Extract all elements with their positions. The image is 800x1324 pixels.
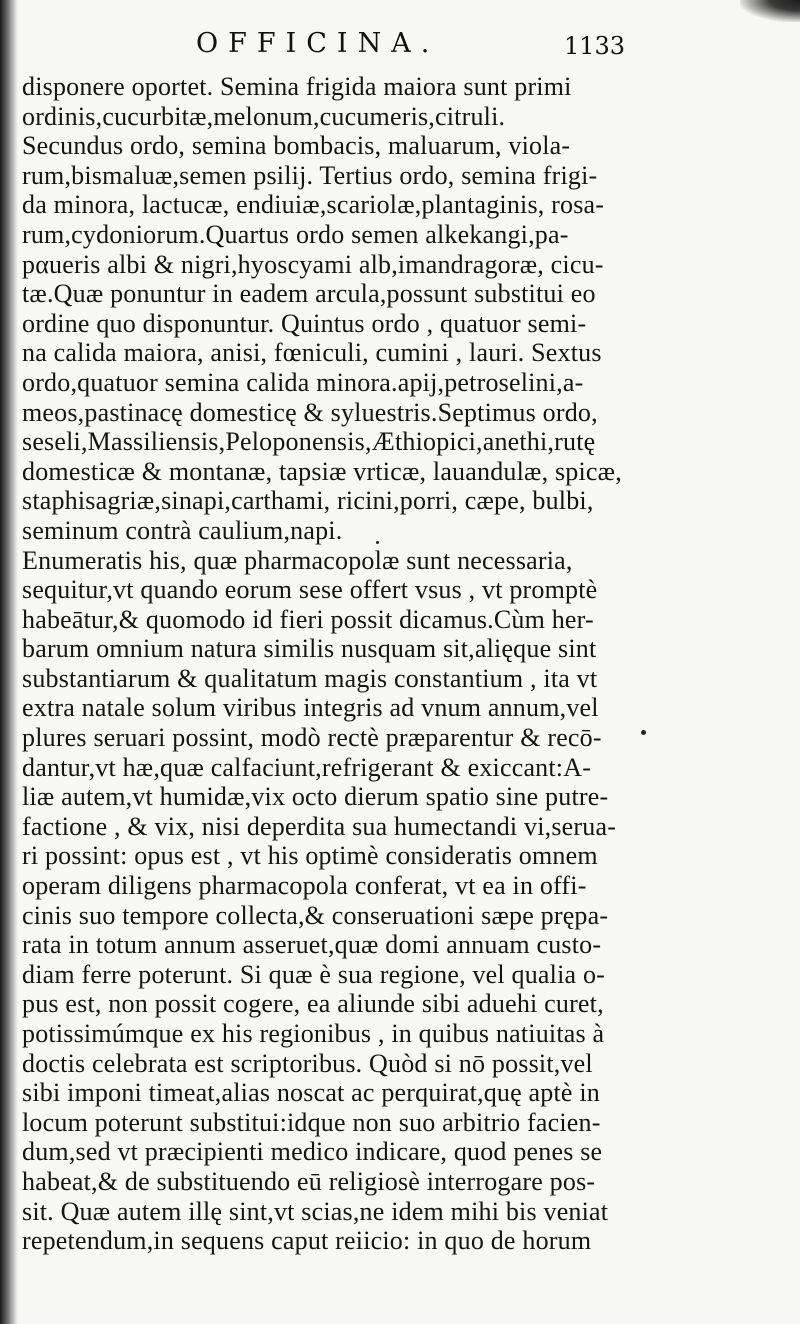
ink-speck (376, 541, 379, 544)
body-text (22, 72, 632, 1256)
text-line: liæ autem,vt humidæ,vix octo dierum spatio sine putre- (22, 782, 609, 812)
text-line: ri possint: opus est , vt his optimè consideratis omnem (22, 841, 598, 871)
text-line: sequitur,vt quando eorum sese offert vsus , vt promptè (22, 575, 598, 605)
text-line: potissimúmque ex his regionibus , in quibus natiuitas à (22, 1019, 605, 1048)
ink-speck (641, 730, 646, 735)
text-line: operam diligens pharmacopola conferat, vt ea in offi- (22, 871, 587, 901)
text-line: ordine quo disponuntur. Quintus ordo , quatuor semi- (22, 308, 587, 338)
text-line: dantur,vt hæ,quæ calfaciunt,refrigerant & exiccant:A- (22, 752, 592, 782)
binding-shadow (0, 0, 18, 1324)
text-line: barum omnium natura similis nusquam sit,alięque sint (22, 634, 597, 664)
text-line: domesticæ & montanæ, tapsiæ vrticæ, lauandulæ, spicæ, (22, 456, 622, 486)
text-line: rata in totum annum asseruet,quæ domi annuam custo- (22, 930, 602, 960)
page-header (0, 26, 800, 66)
text-line: pus est, non possit cogere, ea aliunde sibi aduehi curet, (22, 989, 604, 1019)
text-line: ordinis,cucurbitæ,melonum,cucumeris,citruli. (22, 101, 506, 131)
text-line: seseli,Massiliensis,Peloponensis,Æthiopici,anethi,rutę (22, 427, 596, 457)
text-line: diam ferre poterunt. Si quæ è sua regione, vel qualia o- (22, 959, 606, 989)
text-line: rum,cydoniorum.Quartus ordo semen alkekangi,pa- (22, 219, 569, 249)
text-line: plures seruari possint, modò rectè præparentur & recō- (22, 723, 602, 753)
text-line: habeātur,& quomodo id fieri possit dicamus.Cùm her- (22, 604, 594, 634)
text-line: doctis celebrata est scriptoribus. Quòd si nō possit,vel (22, 1048, 593, 1078)
text-line: da minora, lactucæ, endiuiæ,scariolæ,plantaginis, rosa- (22, 190, 605, 220)
text-line: factione , & vix, nisi deperdita sua humectandi vi,serua- (22, 811, 617, 841)
text-line: disponere oportet. Semina frigida maiora sunt primi (22, 72, 572, 101)
text-line: pαueris albi & nigri,hyoscyami alb,imandragoræ, cicu- (22, 249, 604, 279)
text-line: Secundus ordo, semina bombacis, maluarum, viola- (22, 131, 571, 161)
text-line: staphisagriæ,sinapi,carthami, ricini,porri, cæpe, bulbi, (22, 486, 594, 516)
text-line: Enumeratis his, quæ pharmacopolæ sunt necessaria, (22, 545, 573, 575)
page-number: 1133 (564, 32, 626, 60)
text-line: na calida maiora, anisi, fœniculi, cumini , lauri. Sextus (22, 338, 602, 368)
text-line: rum,bismaluæ,semen psilij. Tertius ordo, semina frigi- (22, 160, 598, 190)
text-line: meos,pastinacę domesticę & syluestris.Septimus ordo, (22, 397, 598, 427)
text-line: locum poterunt substitui:idque non suo arbitrio facien- (22, 1107, 601, 1137)
text-line: substantiarum & qualitatum magis constantium , ita vt (22, 663, 598, 693)
text-line: seminum contrà caulium,napi. (22, 515, 343, 545)
text-line: sit. Quæ autem illę sint,vt scias,ne idem mihi bis veniat (22, 1196, 609, 1226)
text-line: cinis suo tempore collecta,& conseruationi sæpe prępa- (22, 900, 609, 930)
text-line: dum,sed vt præcipienti medico indicare, quod penes se (22, 1137, 603, 1167)
text-line: tæ.Quæ ponuntur in eadem arcula,possunt substitui eo (22, 279, 596, 309)
running-title: OFFICINA. (196, 28, 440, 59)
text-line: extra natale solum viribus integris ad vnum annum,vel (22, 693, 599, 723)
text-line: repetendum,in sequens caput reiicio: in quo de horum (22, 1226, 592, 1256)
text-line: habeat,& de substituendo eū religiosè interrogare pos- (22, 1166, 596, 1196)
corner-shadow (740, 0, 800, 22)
text-line: ordo,quatuor semina calida minora.apij,petroselini,a- (22, 367, 584, 397)
text-line: sibi imponi timeat,alias noscat ac perquirat,quę aptè in (22, 1078, 600, 1108)
